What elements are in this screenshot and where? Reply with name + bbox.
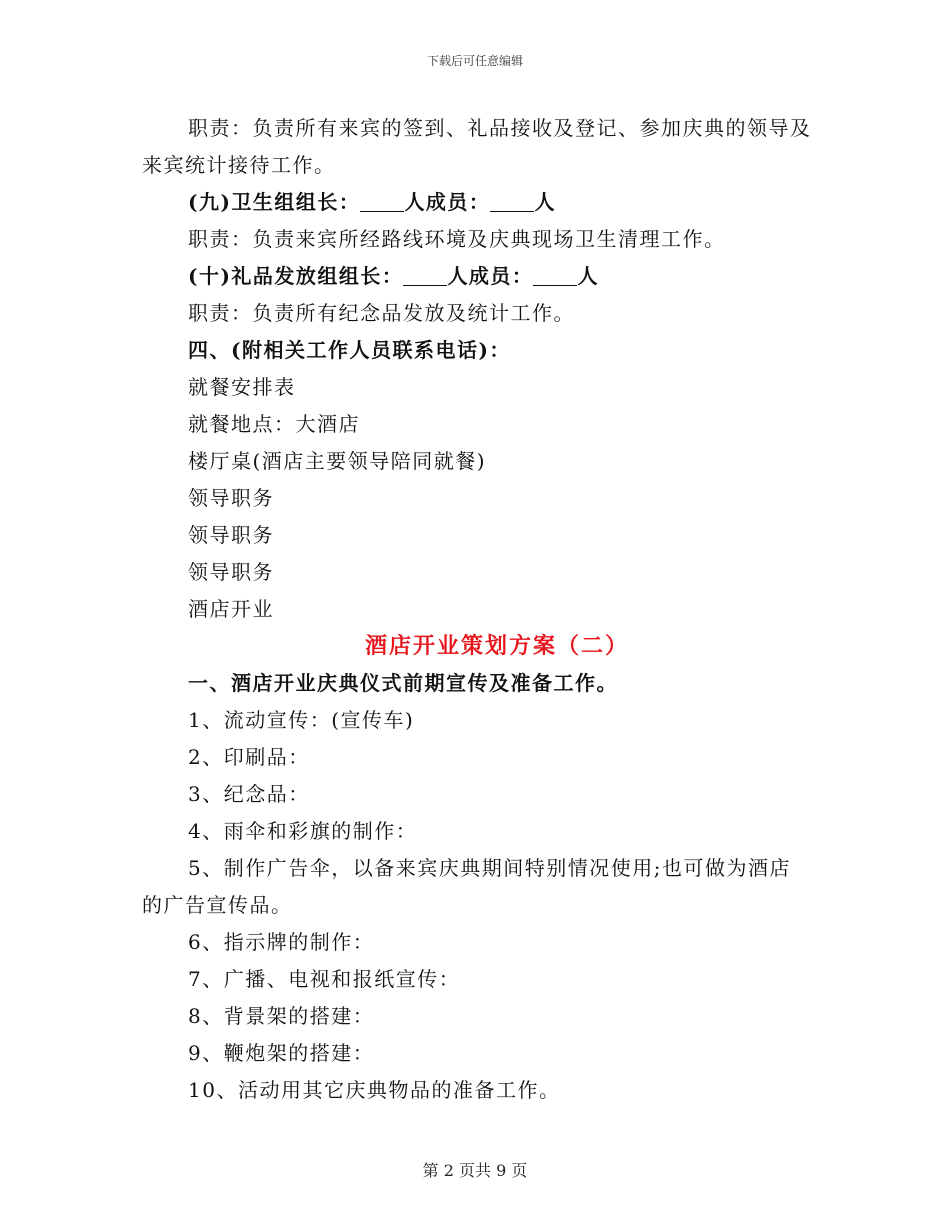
section-heading-publicity: 一、酒店开业庆典仪式前期宣传及准备工作。 (188, 671, 618, 695)
paragraph-hygiene-group (142, 184, 812, 221)
page-header: 下载后可任意编辑 (426, 54, 523, 68)
list-item-5: 5、制作广告伞，以备来宾庆典期间特别情况使用;也可做为酒店的广告宣传品。 (142, 856, 791, 917)
paragraph-leader-2: 领导职务 (188, 523, 274, 547)
hygiene-group-label: (九)卫生组组长： (188, 190, 361, 214)
hygiene-members-label: 人成员： (404, 190, 491, 214)
document-body (142, 110, 812, 1109)
gift-members-blank (533, 265, 577, 286)
paragraph-gift-group (142, 258, 812, 295)
paragraph-hotel-opening: 酒店开业 (188, 597, 274, 621)
paragraph-duty-gift: 职责：负责所有纪念品发放及统计工作。 (188, 301, 575, 325)
list-item-10: 10、活动用其它庆典物品的准备工作。 (188, 1078, 561, 1102)
gift-group-label: (十)礼品发放组组长： (188, 264, 404, 288)
gift-leader-blank (403, 265, 447, 286)
paragraph-duty-hygiene: 职责：负责来宾所经路线环境及庆典现场卫生清理工作。 (188, 227, 726, 251)
hygiene-unit-label: 人 (534, 190, 556, 214)
list-item-2: 2、印刷品： (188, 745, 310, 769)
list-item-3: 3、纪念品： (188, 782, 310, 806)
page-footer: 第 2 页共 9 页 (422, 1161, 528, 1180)
list-item-6: 6、指示牌的制作： (188, 930, 375, 954)
list-item-9: 9、鞭炮架的搭建： (188, 1041, 375, 1065)
gift-unit-label: 人 (577, 264, 599, 288)
list-item-4: 4、雨伞和彩旗的制作： (188, 819, 418, 843)
section-heading-contacts: 四、(附相关工作人员联系电话)： (188, 338, 511, 362)
paragraph-dining-table: 就餐安排表 (188, 375, 296, 399)
list-item-8: 8、背景架的搭建： (188, 1004, 375, 1028)
hygiene-leader-blank (360, 191, 404, 212)
hygiene-members-blank (490, 191, 534, 212)
paragraph-leader-1: 领导职务 (188, 486, 274, 510)
list-item-7: 7、广播、电视和报纸宣传： (188, 967, 461, 991)
paragraph-dining-location: 就餐地点：大酒店 (188, 412, 360, 436)
gift-members-label: 人成员： (447, 264, 534, 288)
paragraph-leader-3: 领导职务 (188, 560, 274, 584)
paragraph-duty-reception: 职责：负责所有来宾的签到、礼品接收及登记、参加庆典的领导及来宾统计接待工作。 (142, 116, 812, 177)
section-title: 酒店开业策划方案（二） (364, 633, 629, 659)
paragraph-dining-floor: 楼厅桌(酒店主要领导陪同就餐) (188, 449, 487, 473)
list-item-1: 1、流动宣传：(宣传车) (188, 708, 415, 732)
